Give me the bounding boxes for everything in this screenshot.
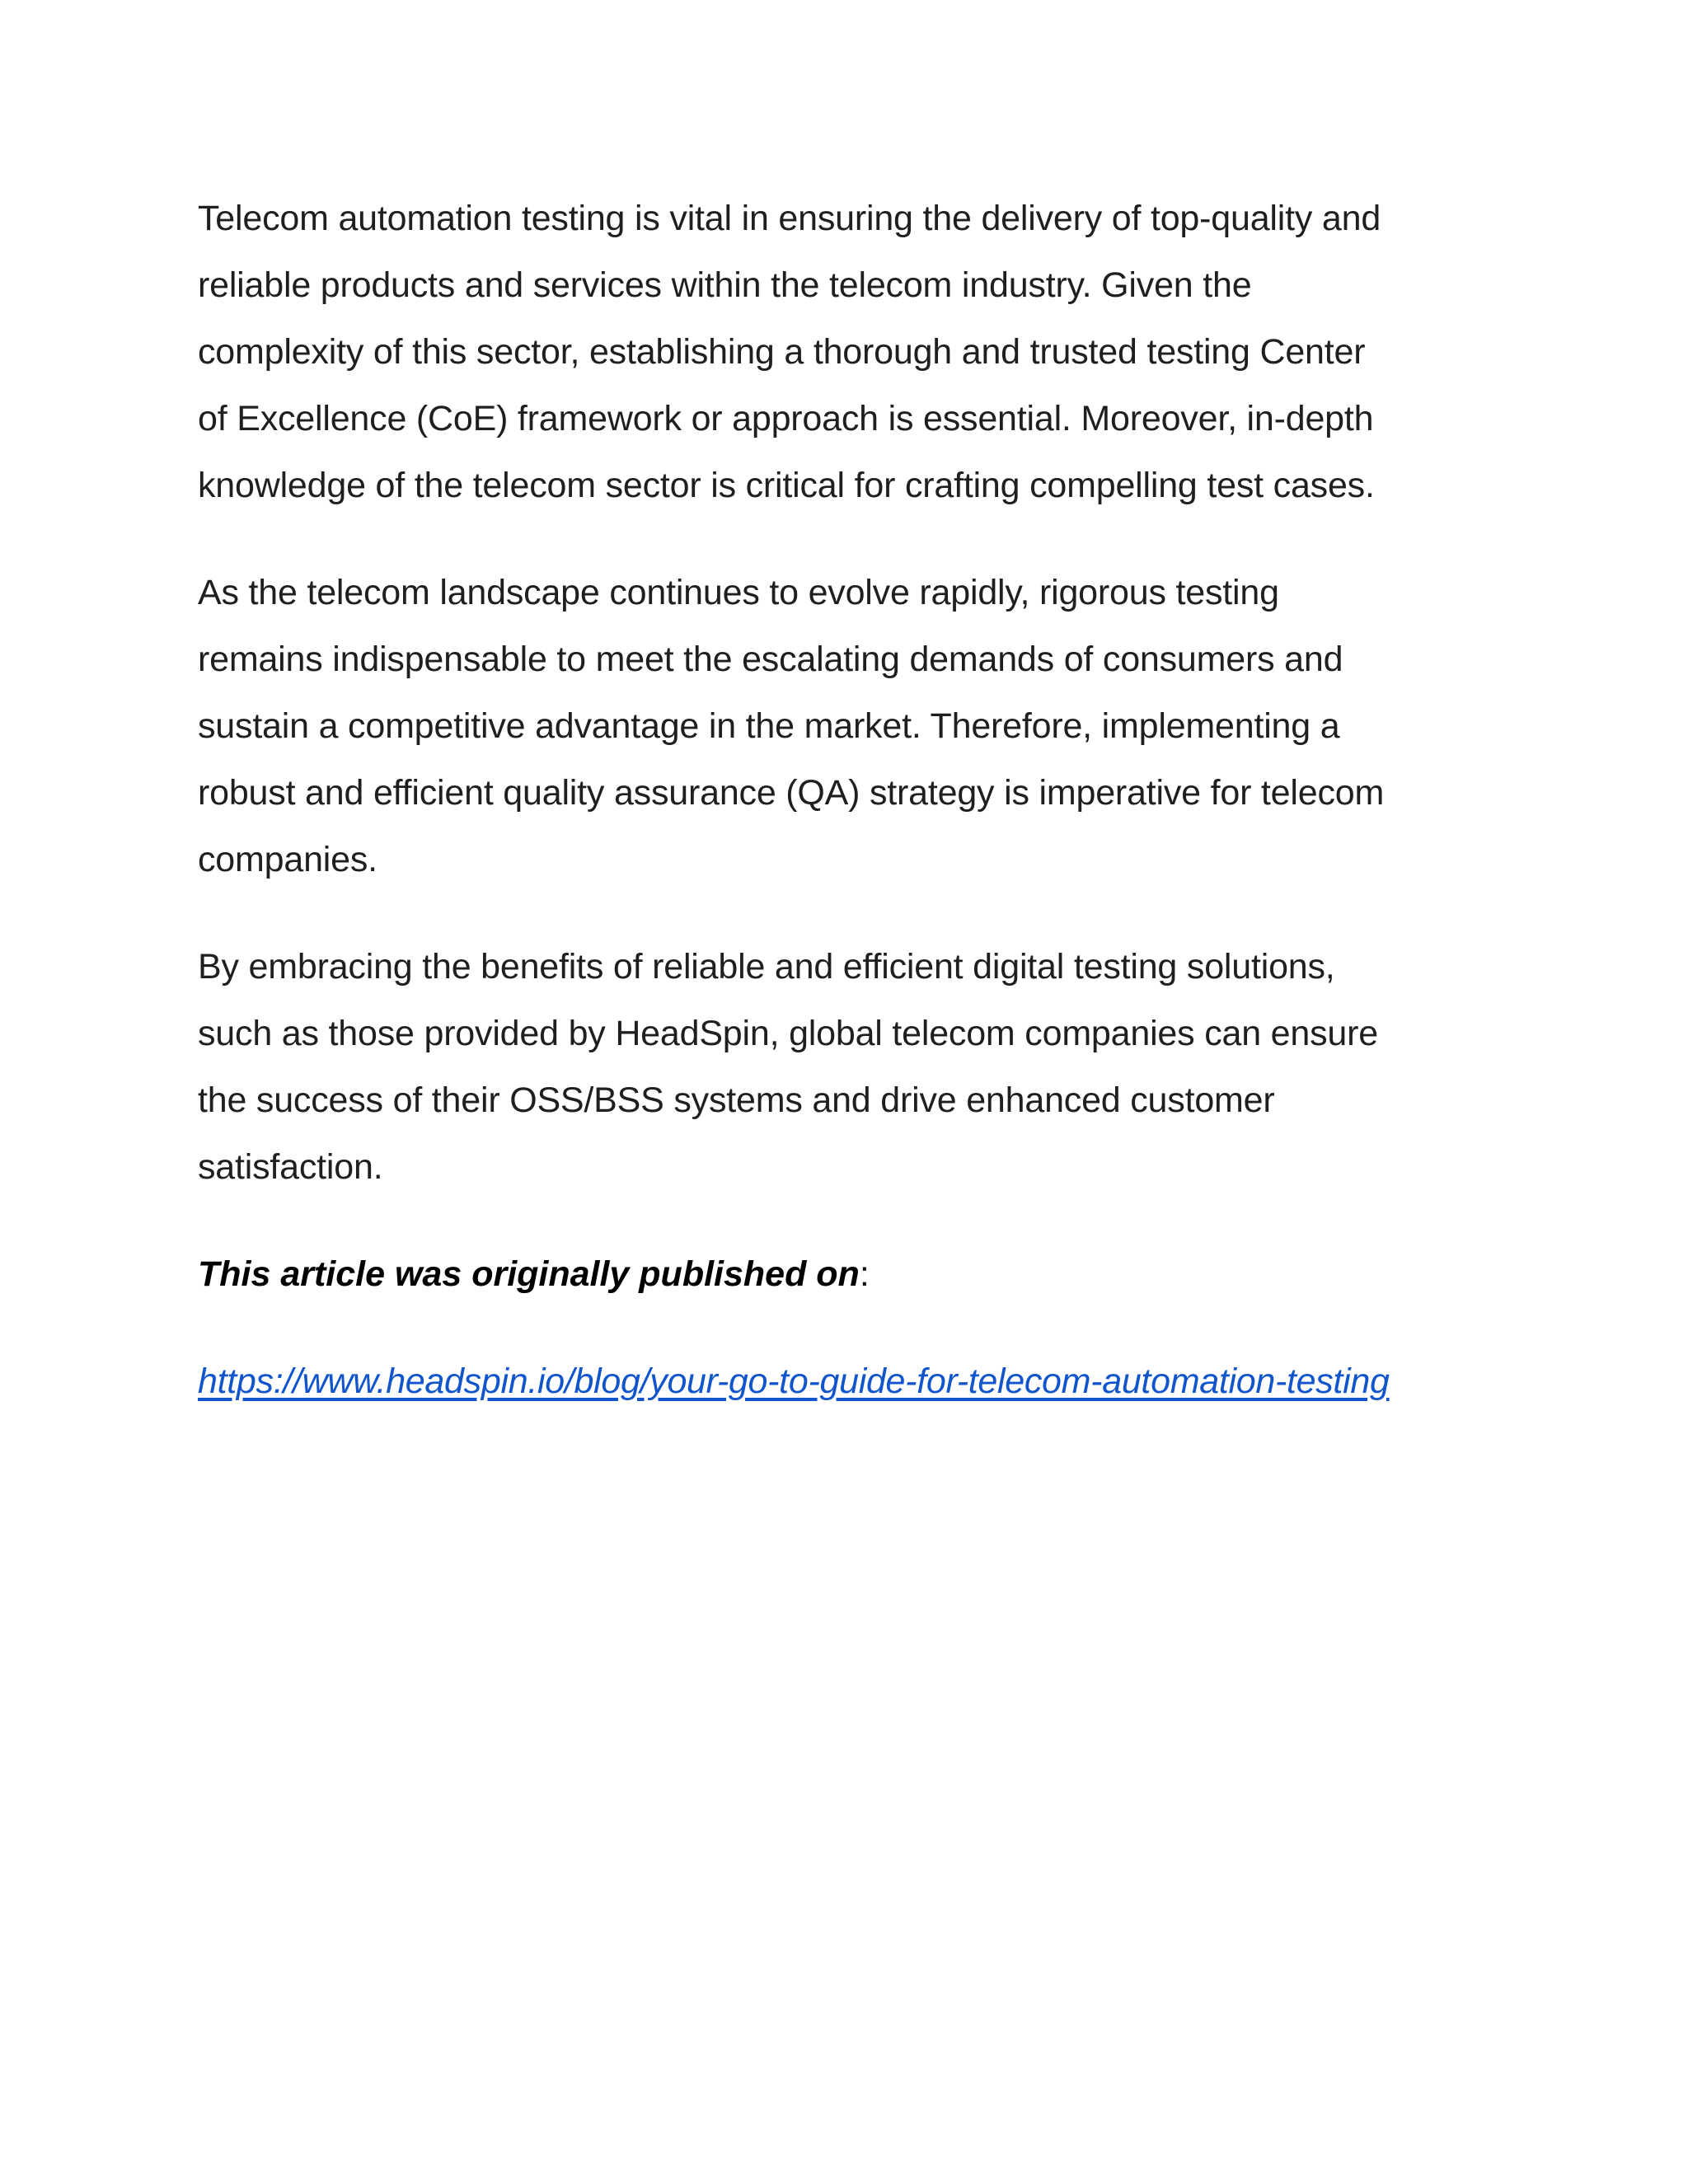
paragraph-line: satisfaction. <box>198 1147 383 1187</box>
paragraph-line: companies. <box>198 840 377 879</box>
paragraph-headspin-benefits <box>198 934 1517 1201</box>
paragraph-line: Telecom automation testing is vital in ensuring the delivery of top-quality and <box>198 199 1381 238</box>
source-label-colon: : <box>859 1254 870 1294</box>
paragraph-telecom-landscape <box>198 560 1517 893</box>
paragraph-line: robust and efficient quality assurance (QA) strategy is imperative for telecom <box>198 773 1385 813</box>
paragraph-line: sustain a competitive advantage in the market. Therefore, implementing a <box>198 706 1340 746</box>
paragraph-line: complexity of this sector, establishing a thorough and trusted testing Center <box>198 332 1366 372</box>
paragraph-line: of Excellence (CoE) framework or approach is essential. Moreover, in-depth <box>198 399 1374 438</box>
paragraph-line: such as those provided by HeadSpin, global telecom companies can ensure <box>198 1014 1378 1053</box>
document-page <box>198 185 1517 1415</box>
paragraph-line: the success of their OSS/BSS systems and drive enhanced customer <box>198 1080 1275 1120</box>
source-attribution <box>198 1241 1517 1308</box>
paragraph-line: reliable products and services within the telecom industry. Given the <box>198 265 1252 305</box>
source-url-link[interactable]: https://www.headspin.io/blog/your-go-to-guide-for-telecom-automation-testing <box>198 1361 1390 1401</box>
paragraph-telecom-intro <box>198 185 1517 519</box>
paragraph-line: remains indispensable to meet the escalating demands of consumers and <box>198 640 1343 679</box>
paragraph-line: knowledge of the telecom sector is critical for crafting compelling test cases. <box>198 466 1375 505</box>
source-label: This article was originally published on <box>198 1254 860 1294</box>
paragraph-line: As the telecom landscape continues to evolve rapidly, rigorous testing <box>198 573 1279 612</box>
paragraph-line: By embracing the benefits of reliable and efficient digital testing solutions, <box>198 947 1335 987</box>
